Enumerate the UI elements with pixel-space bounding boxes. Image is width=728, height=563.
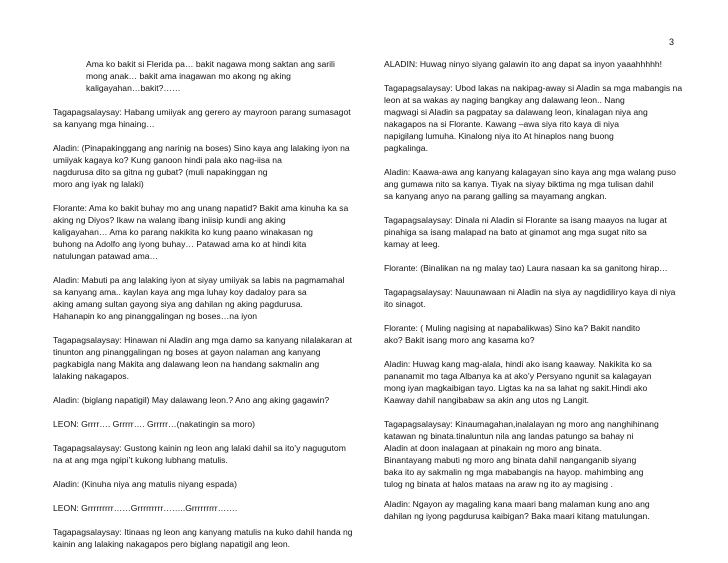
dialogue-paragraph <box>384 286 698 310</box>
dialogue-paragraph <box>53 202 353 262</box>
text-line: nagdurusa dito sa gitna ng gubat? (muli napakinggan ng <box>53 167 268 177</box>
text-line: leon at sa wakas ay naging bangkay ang dalawang leon.. Nang <box>384 95 625 105</box>
text-line: kaligayahan… Ama ko parang nakikita ko kung paano winakasan ng <box>53 227 313 237</box>
text-line: Ama ko bakit si Flerida pa… bakit nagawa mong saktan ang sarili <box>86 59 335 69</box>
text-line: pananamit mo taga Albanya ka at ako’y Persyano ngunit sa kalagayan <box>384 371 652 381</box>
dialogue-paragraph <box>384 82 698 154</box>
text-line: buhong na Adolfo ang iyong buhay… Patawad ama ko at hindi kita <box>53 239 307 249</box>
text-line: tinunton ang pinanggalingan ng boses at gayon nalaman ang kanyang <box>53 347 321 357</box>
text-line: magwagi si Aladin sa pagpatay sa dalawang leon, kinalagan niya ang <box>384 107 648 117</box>
dialogue-paragraph <box>384 166 698 202</box>
text-line: mong anak… bakit ama inagawan mo akong ng aking <box>86 71 291 81</box>
text-line: Aladin: Mabuti pa ang lalaking iyon at siyay umiiyak sa labis na pagmamahal <box>53 275 345 285</box>
text-line: LEON: Grrrrrrrrr……Grrrrrrrrr……..Grrrrrrrrr……. <box>53 503 238 513</box>
text-line: dahilan ng iyong pagdurusa kaibigan? Baka maari kitang matulungan. <box>384 511 650 521</box>
text-line: pagkalinga. <box>384 143 428 153</box>
text-line: baka ito ay sakmalin ng mga mababangis na hayop. mahimbing ang <box>384 467 644 477</box>
text-line: ito sinagot. <box>384 299 426 309</box>
text-line: pinahiga sa isang malapad na bato at ginamot ang mga sugat nito sa <box>384 227 647 237</box>
text-line: Aladin: (Kinuha niya ang matulis niyang espada) <box>53 479 237 489</box>
text-line: Tagapagsalaysay: Ubod lakas na nakipag-away si Aladin sa mga mabangis na <box>384 83 683 93</box>
text-line: Hahanapin ko ang pinanggalingan ng boses…na iyon <box>53 311 258 321</box>
text-line: Aladin: (Pinapakinggang ang narinig na boses) Sino kaya ang lalaking iyon na <box>53 143 350 153</box>
text-line: mong iyan magkaibigan tayo. Ligtas ka na sa lahat ng sakit.Hindi ako <box>384 383 648 393</box>
text-line: Kaaway dahil nangibabaw sa akin ang utos ng Langit. <box>384 395 589 405</box>
dialogue-paragraph <box>384 358 698 406</box>
text-line: ako? Bakit isang moro ang kasama ko? <box>384 335 535 345</box>
dialogue-paragraph <box>53 418 353 430</box>
text-line: Florante: (Binalikan na ng malay tao) Laura nasaan ka sa ganitong hirap… <box>384 263 668 273</box>
text-line: napigilang lumuha. Kinalong niya ito At hinaplos nang buong <box>384 131 614 141</box>
dialogue-paragraph <box>53 58 353 94</box>
dialogue-paragraph <box>53 394 353 406</box>
page-number: 3 <box>669 37 675 47</box>
text-line: Florante: Ama ko bakit buhay mo ang unang napatid? Bakit ama kinuha ka sa <box>53 203 349 213</box>
dialogue-paragraph <box>53 478 353 490</box>
text-line: Tagapagsalaysay: Habang umiiyak ang gerero ay mayroon parang sumasagot <box>53 107 351 117</box>
dialogue-paragraph <box>53 334 353 382</box>
dialogue-paragraph <box>384 322 698 346</box>
text-line: tulog ng binata at halos mataas na araw ng ito ay magising . <box>384 479 613 489</box>
text-line: LEON: Grrrr…. Grrrrr…. Grrrrr…(nakatingin sa moro) <box>53 419 255 429</box>
text-line: Binantayang mabuti ng moro ang binata dahil nanganganib siyang <box>384 455 637 465</box>
dialogue-paragraph <box>384 262 698 274</box>
dialogue-paragraph <box>53 106 353 130</box>
text-line: nakagapos na si Florante. Kawang –awa siya rito kaya di niya <box>384 119 620 129</box>
dialogue-paragraph <box>53 526 353 550</box>
dialogue-paragraph <box>384 498 698 522</box>
dialogue-paragraph <box>384 214 698 250</box>
text-line: lalaking nakagapos. <box>53 371 129 381</box>
text-line: Tagapagsalaysay: Kinaumagahan,inalalayan ng moro ang nanghihinang <box>384 419 659 429</box>
text-line: Tagapagsalaysay: Dinala ni Aladin si Florante sa isang maayos na lugar at <box>384 215 667 225</box>
text-line: Aladin: (biglang napatigil) May dalawang leon.? Ano ang aking gagawin? <box>53 395 330 405</box>
dialogue-paragraph <box>53 502 353 514</box>
text-line: sa kanyang anyo na parang galling sa mayamang angkan. <box>384 191 607 201</box>
text-line: ALADIN: Huwag ninyo siyang galawin ito ang dapat sa inyon yaaahhhhh! <box>384 59 663 69</box>
text-line: kamay at leeg. <box>384 239 440 249</box>
text-line: Aladin: Ngayon ay magaling kana maari bang malaman kung ano ang <box>384 499 650 509</box>
text-line: umiiyak kagaya ko? Kung ganoon hindi pala ako nag-iisa na <box>53 155 282 165</box>
text-line: aking amang sultan gayong siya ang dahilan ng aking pagdurusa. <box>53 299 303 309</box>
text-line: Tagapagsalaysay: Itinaas ng leon ang kanyang matulis na kuko dahil handa ng <box>53 527 353 537</box>
text-line: Aladin: Kaawa-awa ang kanyang kalagayan sino kaya ang mga walang puso <box>384 167 676 177</box>
text-line: aking ng Diyos? Ikaw na walang ibang iniisip kundi ang aking <box>53 215 286 225</box>
text-line: Aladin at doon inalagaan at pinakain ng moro ang binata. <box>384 443 602 453</box>
dialogue-paragraph <box>53 142 353 190</box>
text-line: natulungan patawad ama… <box>53 251 159 261</box>
text-line: Tagapagsalaysay: Hinawan ni Aladin ang mga damo sa kanyang nilalakaran at <box>53 335 353 345</box>
text-line: sa kanyang ama.. kaylan kaya ang mga luhay koy dadaloy para sa <box>53 287 307 297</box>
text-line: Tagapagsalaysay: Gustong kainin ng leon ang lalaki dahil sa ito’y nagugutom <box>53 443 346 453</box>
text-line: Florante: ( Muling nagising at napabalikwas) Sino ka? Bakit nandito <box>384 323 641 333</box>
text-line: moro ang iyak ng lalaki) <box>53 179 144 189</box>
dialogue-paragraph <box>53 274 353 322</box>
text-line: katawan ng binata.tinaluntun nila ang landas patungo sa bahay ni <box>384 431 634 441</box>
text-line: pagkabigla nang Makita ang dalawang leon na handang sakmalin ang <box>53 359 320 369</box>
right-column <box>384 58 698 534</box>
text-line: sa kanyang mga hinaing… <box>53 119 155 129</box>
text-line: kainin ang lalaking nakagapos pero biglang napatigil ang leon. <box>53 539 290 549</box>
dialogue-paragraph <box>384 58 698 70</box>
dialogue-paragraph <box>53 442 353 466</box>
text-line: Tagapagsalaysay: Nauunawaan ni Aladin na siya ay nagdidiliryo kaya di niya <box>384 287 676 297</box>
text-line: kaligayahan…bakit?…… <box>86 83 181 93</box>
text-line: ang gumawa nito sa kanya. Tiyak na siyay biktima ng mga tulisan dahil <box>384 179 654 189</box>
dialogue-paragraph <box>384 418 698 490</box>
left-column <box>53 58 353 562</box>
text-line: Aladin: Huwag kang mag-alala, hindi ako isang kaaway. Nakikita ko sa <box>384 359 652 369</box>
text-line: na at ang mga ngipi’t kukong lubhang matulis. <box>53 455 228 465</box>
